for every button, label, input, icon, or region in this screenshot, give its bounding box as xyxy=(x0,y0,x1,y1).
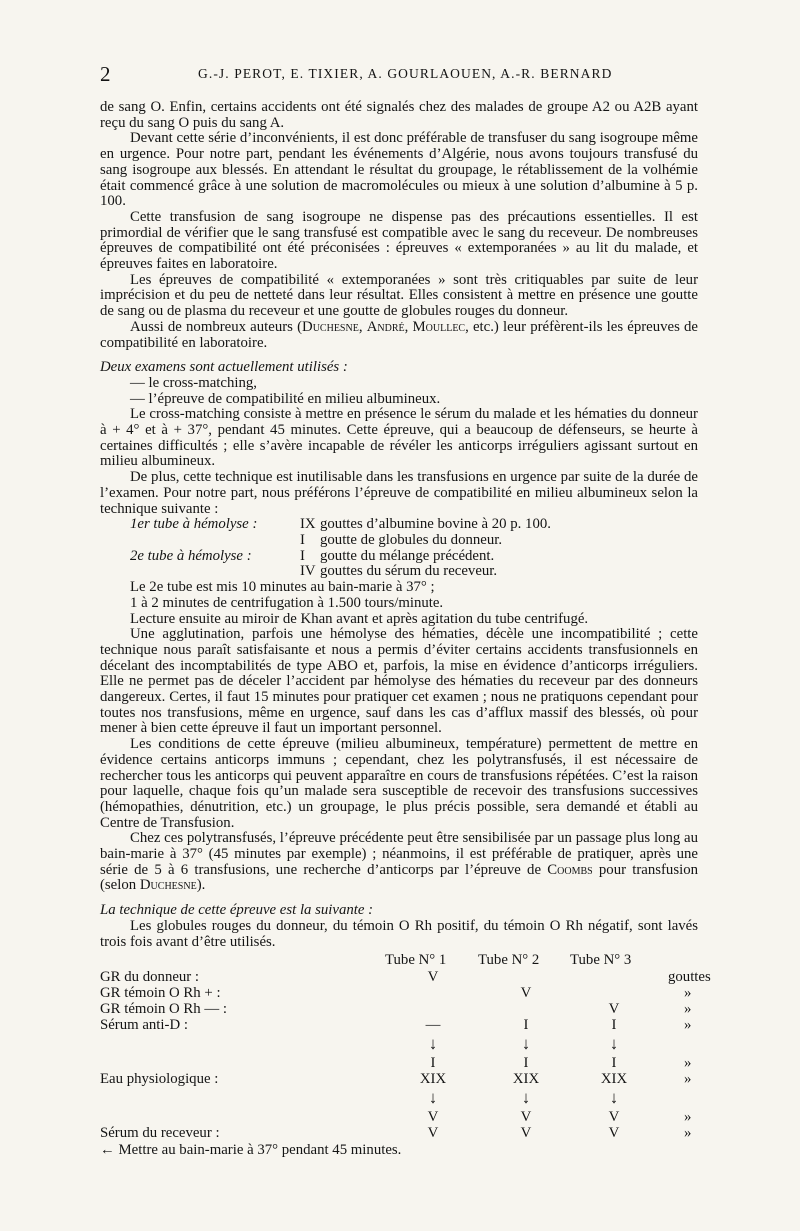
arrow-down-icon: ↓ xyxy=(521,1088,531,1108)
paragraph: Lecture ensuite au miroir de Khan avant et après agitation du tube centrifugé. xyxy=(130,610,589,627)
paragraph: De plus, cette technique est inutilisable dans les transfusions en urgence par suite de la durée de l’examen. Pour notre part, nous préférons l’épreuve de compatibilité en milieu albumineux selon la technique suivante : xyxy=(100,469,698,517)
paragraph: Chez ces polytransfusés, l’épreuve précédente peut être sensibilisée par un passage plus long au bain-marie à 37° (45 minutes par exemple) ; néanmoins, il est préférable de pratiquer, après une série de 5 à 6 transfusions, une recherche d’anticorps par l’épreuve de Coombs pour transfusion (selon Duchesne). xyxy=(100,830,699,894)
row-label: Sérum du receveur : xyxy=(100,1125,220,1142)
row-label: GR témoin O Rh + : xyxy=(100,985,221,1002)
tube-2-procedure: 2e tube à hémolyse : I goutte du mélange précédent. IV gouttes du sérum du receveur. xyxy=(100,549,698,580)
row-label: Sérum anti-D : xyxy=(100,1017,188,1034)
list-item: — l’épreuve de compatibilité en milieu albumineux. xyxy=(130,390,441,407)
procedure-table xyxy=(100,950,711,1160)
paragraph: Le 2e tube est mis 10 minutes au bain-marie à 37° ; xyxy=(130,579,435,596)
paragraph: Les conditions de cette épreuve (milieu albumineux, température) permettent de mettre en évidence certains anticorps immuns ; cependant, chez les polytransfusés, il est nécessaire de rechercher tous les anticorps qui peuvent apparaître en cours de transfusions répétées. C’est la raison pour laquelle, chaque fois qu’un malade sera susceptible de recevoir des transfusions successives (hémopathies, dénutrition, etc.) un groupage, le plus précis possible, sera demandé et établi au Centre de Transfusion. xyxy=(100,736,698,831)
table-cell: V xyxy=(427,1125,439,1142)
ditto-mark: » xyxy=(684,1001,692,1018)
row-label: GR du donneur : xyxy=(100,969,200,986)
tube-1-procedure: 1er tube à hémolyse : IX gouttes d’albumine bovine à 20 p. 100. I goutte de globules du donneur. xyxy=(100,517,698,548)
table-cell: XIX xyxy=(512,1071,540,1088)
paragraph: Cette transfusion de sang isogroupe ne dispense pas des précautions essentielles. Il est primordial de vérifier que le sang transfusé est compatible avec le sang du receveur. De nombreuses épreuves de compatibilité ont été préconisées : épreuves « extemporanées » au lit du malade, et épreuves faites en laboratoire. xyxy=(100,208,698,273)
table-cell: I xyxy=(523,1017,529,1034)
tube-2-label: 2e tube à hémolyse : xyxy=(130,547,252,564)
table-cell: I xyxy=(430,1055,436,1072)
table-cell: V xyxy=(520,1125,532,1142)
table-cell: V xyxy=(427,1109,439,1126)
arrow-down-icon: ↓ xyxy=(521,1034,531,1054)
section-heading: Deux examens sont actuellement utilisés : xyxy=(100,359,348,376)
table-cell: I xyxy=(611,1017,617,1034)
paragraph: Une agglutination, parfois une hémolyse des hématies, décèle une incompatibilité ; cette technique nous paraît satisfaisante et nous a permis d’éviter certains accidents transfusionnels en décelant des incomptabilités de type ABO et, parfois, la mise en évidence d’anticorps irréguliers. Elle ne permet pas de déceler l’accident par hémolyse des hématies du receveur par des donneurs dangereux. Certes, il faut 15 minutes pour pratiquer cet examen ; nous ne pratiquons cependant pour toutes nos transfusions, même en urgence, sauf dans les cas d’afflux massif des blessés, où pour mener à bien cette épreuve il faut un important personnel. xyxy=(100,626,698,737)
tube-1-label: 1er tube à hémolyse : xyxy=(130,516,258,533)
page-header xyxy=(100,62,712,86)
paragraph: Les épreuves de compatibilité « extemporanées » sont très critiquables par suite de leur imprécision et du peu de netteté dans leur résultat. Elles consistent à mettre en présence une goutte de sang ou de plasma du receveur et une goutte de globules rouges du donneur. xyxy=(100,271,698,320)
col-header: Tube N° 3 xyxy=(570,952,632,969)
row-label: GR témoin O Rh — : xyxy=(100,1001,228,1018)
table-cell: I xyxy=(523,1055,529,1072)
table-cell: XIX xyxy=(600,1071,628,1088)
arrow-down-icon: ↓ xyxy=(428,1088,438,1108)
paragraph: 1 à 2 minutes de centrifugation à 1.500 tours/minute. xyxy=(130,594,444,611)
col-header: Tube N° 2 xyxy=(478,952,540,969)
ditto-mark: » xyxy=(684,1071,692,1088)
table-cell: V xyxy=(608,1109,620,1126)
running-head: G.-J. PEROT, E. TIXIER, A. GOURLAOUEN, A.-R. BERNARD xyxy=(198,66,613,81)
col-header: Tube N° 1 xyxy=(385,952,447,969)
table-cell: V xyxy=(520,985,532,1002)
paragraph: Le cross-matching consiste à mettre en présence le sérum du malade et les hématies du donneur à + 4° et à + 37°, pendant 45 minutes. Cette épreuve, qui a beaucoup de défenseurs, se heurte à certaines difficultés ; elle s’avère incapable de révéler les anticorps irréguliers agissant surtout en milieu albumineux. xyxy=(100,406,698,470)
paragraph: Devant cette série d’inconvénients, il est donc préférable de transfuser du sang isogroupe même en urgence. Pour notre part, pendant les événements d’Algérie, nous avons toujours transfusé du sang isogroupe aux blessés. En attendant le résultat du groupage, le rétablissement de la volhémie était commencé grâce à une solution de macromolécules ou mieux à une solution d’albumine à 5 p. 100. xyxy=(100,130,698,210)
table-cell: XIX xyxy=(419,1071,447,1088)
ditto-mark: » xyxy=(684,1109,692,1126)
section-heading: La technique de cette épreuve est la suivante : xyxy=(100,902,374,919)
page-number: 2 xyxy=(100,62,111,86)
table-cell: — xyxy=(425,1017,441,1034)
table-cell: I xyxy=(611,1055,617,1072)
paragraph: Les globules rouges du donneur, du témoin O Rh positif, du témoin O Rh négatif, sont lavés trois fois avant d’être utilisés. xyxy=(100,917,698,950)
list-item: — le cross-matching, xyxy=(130,374,257,391)
unit-label: gouttes xyxy=(668,969,711,986)
ditto-mark: » xyxy=(684,1017,692,1034)
body-text xyxy=(100,99,711,1160)
arrow-down-icon: ↓ xyxy=(609,1034,619,1054)
row-label: Eau physiologique : xyxy=(100,1071,219,1088)
table-cell: V xyxy=(608,1001,620,1018)
arrow-down-icon: ↓ xyxy=(609,1088,619,1108)
ditto-mark: » xyxy=(684,1125,692,1142)
ditto-mark: » xyxy=(684,1055,692,1072)
paragraph: Aussi de nombreux auteurs (Duchesne, André, Moullec, etc.) leur préfèrent-ils les épreuves de compatibilité en laboratoire. xyxy=(100,318,698,351)
ditto-mark: » xyxy=(684,985,692,1002)
arrow-down-icon: ↓ xyxy=(428,1034,438,1054)
table-cell: V xyxy=(520,1109,532,1126)
table-note: ← Mettre au bain-marie à 37° pendant 45 minutes. xyxy=(100,1142,402,1159)
table-cell: V xyxy=(427,969,439,986)
table-cell: V xyxy=(608,1125,620,1142)
paragraph: de sang O. Enfin, certains accidents ont été signalés chez des malades de groupe A2 ou A2B ayant reçu du sang O puis du sang A. xyxy=(100,99,698,131)
